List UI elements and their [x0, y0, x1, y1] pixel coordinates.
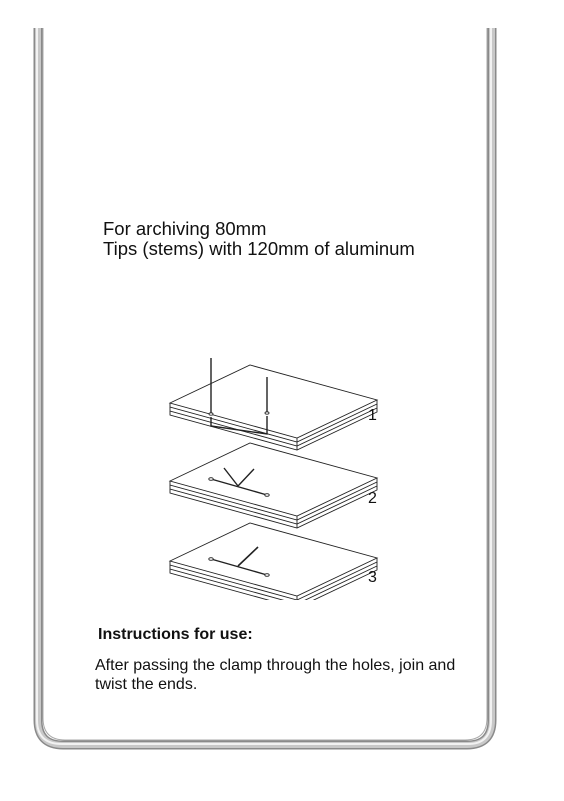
paper-stack-diagram [160, 350, 390, 600]
heading-line-2: Tips (stems) with 120mm of aluminum [103, 238, 415, 259]
step-2-number: 2 [368, 490, 377, 507]
heading [103, 219, 415, 259]
instructions-title: Instructions for use: [98, 626, 253, 643]
instructions-body: After passing the clamp through the holes, join and twist the ends. [95, 657, 456, 693]
step-1-number: 1 [368, 407, 377, 424]
step-3-stack [170, 523, 377, 600]
step-2-stack [170, 443, 377, 528]
step-3-number: 3 [368, 569, 377, 586]
heading-line-1: For archiving 80mm [103, 218, 267, 239]
step-1-stack [170, 358, 377, 450]
